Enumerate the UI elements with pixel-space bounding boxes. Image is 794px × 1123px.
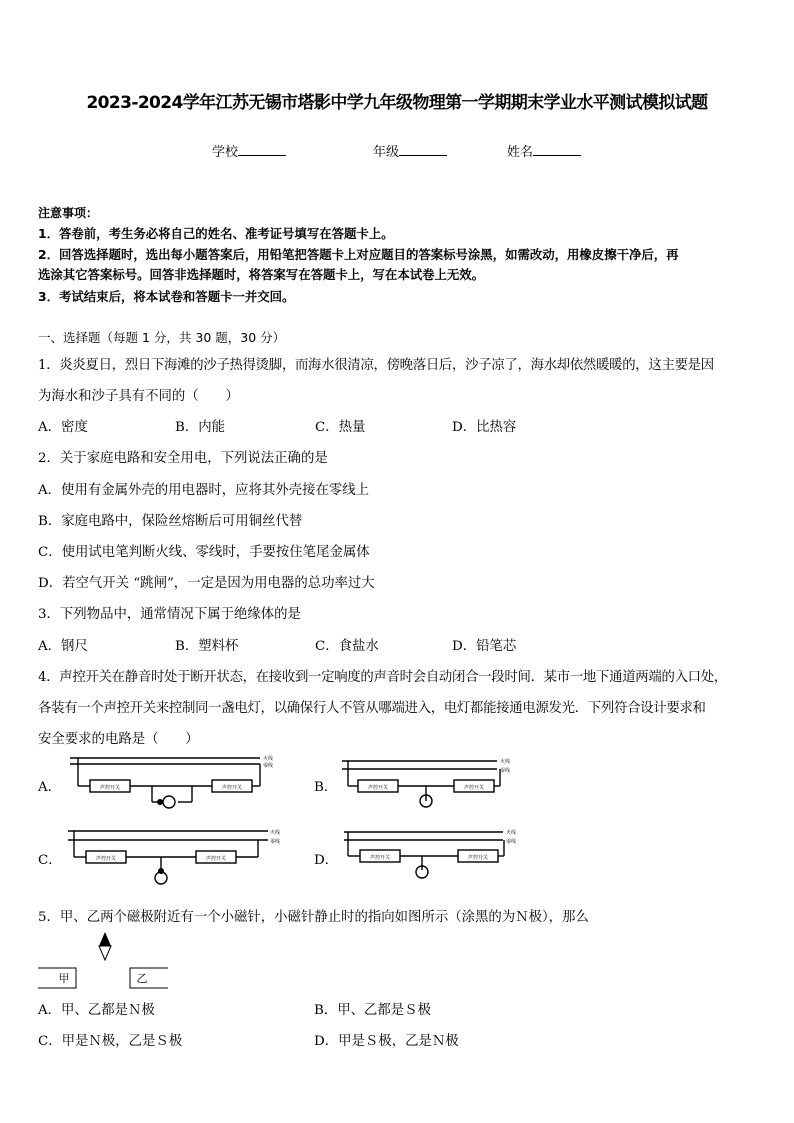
note-2-cont <box>38 265 484 283</box>
q1-stem-line1: 1．炎炎夏日，烈日下海滩的沙子热得烫脚，而海水很清凉，傍晚落日后，沙子凉了，海水却依然暖暖的，这主要是因 <box>38 358 714 373</box>
q3-option-a[interactable]: A．钢尺 <box>38 639 88 654</box>
note-1 <box>38 224 394 242</box>
school-blank[interactable] <box>238 143 286 156</box>
q1-option-c[interactable]: C．热量 <box>315 420 366 435</box>
circuit-d-neutral-label: 零线 <box>506 839 517 845</box>
pole-right-label: 乙 <box>136 972 148 985</box>
q4-stem-line2: 各装有一个声控开关来控制同一盏电灯，以确保行人不管从哪端进入，电灯都能接通电源发光．下列符合设计要求和 <box>38 701 706 716</box>
circuit-a-diagram[interactable] <box>60 752 292 818</box>
q4-option-b-label[interactable]: B． <box>314 780 338 795</box>
name-label: 姓名 <box>507 145 534 160</box>
section-heading: 一、选择题（每题 1 分，共 30 题，30 分） <box>38 330 286 345</box>
circuit-d-live-label: 火线 <box>506 830 517 836</box>
q4-option-c-label[interactable]: C． <box>38 853 62 868</box>
circuit-d-diagram[interactable] <box>338 826 524 886</box>
magnet-pole-left <box>38 968 76 988</box>
q1-option-d[interactable]: D．比热容 <box>452 420 517 435</box>
school-label: 学校 <box>212 145 239 160</box>
q3-option-c[interactable]: C．食盐水 <box>315 639 379 654</box>
circuit-c-neutral-label: 零线 <box>270 839 281 845</box>
grade-blank[interactable] <box>399 143 447 156</box>
q1-option-a[interactable]: A．密度 <box>38 420 88 435</box>
note-2 <box>38 245 679 263</box>
circuit-b-diagram[interactable] <box>332 755 522 815</box>
q4-stem-line1: 4．声控开关在静音时处于断开状态，在接收到一定响度的声音时会自动闭合一段时间．某市一地下通道两端的入口处， <box>38 670 727 685</box>
note-3-num: 3． <box>38 289 60 304</box>
circuit-a-switch1-label: 声控开关 <box>99 785 121 791</box>
note-2-text-line2: 选涂其它答案标号。回答非选择题时，将答案写在答题卡上，写在本试卷上无效。 <box>38 267 485 282</box>
q4-option-a-label[interactable]: A． <box>38 780 62 795</box>
q1-stem-line2: 为海水和沙子具有不同的（ ） <box>38 389 239 404</box>
note-1-text: 答卷前，考生务必将自己的姓名、准考证号填写在答题卡上。 <box>59 226 394 241</box>
q2-option-a[interactable]: A．使用有金属外壳的用电器时，应将其外壳接在零线上 <box>38 483 370 498</box>
circuit-d-switch1-label: 声控开关 <box>369 855 391 861</box>
q2-option-d[interactable]: D．若空气开关 “跳闸”，一定是因为用电器的总功率过大 <box>38 576 375 591</box>
grade-field <box>373 141 447 160</box>
pole-left-label: 甲 <box>58 972 70 985</box>
circuit-b-live-label: 火线 <box>500 759 511 765</box>
circuit-b-switch2-label: 声控开关 <box>463 785 485 791</box>
exam-title: 2023-2024学年江苏无锡市塔影中学九年级物理第一学期期末学业水平测试模拟试题 <box>86 93 708 113</box>
q2-option-b[interactable]: B．家庭电路中，保险丝熔断后可用铜丝代替 <box>38 514 303 529</box>
q5-option-a[interactable]: A．甲、乙都是Ｎ极 <box>38 1003 155 1018</box>
magnet-diagram <box>36 930 176 994</box>
note-3 <box>38 287 294 305</box>
q5-option-b[interactable]: B．甲、乙都是Ｓ极 <box>314 1003 431 1018</box>
school-field <box>212 141 286 160</box>
q2-option-c[interactable]: C．使用试电笔判断火线、零线时，手要按住笔尾金属体 <box>38 545 370 560</box>
q5-option-d[interactable]: D．甲是Ｓ极，乙是Ｎ极 <box>314 1034 459 1049</box>
circuit-b-switch1-label: 声控开关 <box>367 785 389 791</box>
q4-stem-line3: 安全要求的电路是（ ） <box>38 732 199 747</box>
name-field <box>507 141 581 160</box>
grade-label: 年级 <box>373 145 400 160</box>
name-blank[interactable] <box>533 143 581 156</box>
q2-stem: 2．关于家庭电路和安全用电，下列说法正确的是 <box>38 451 328 466</box>
q4-option-d-label[interactable]: D． <box>314 853 339 868</box>
q5-stem: 5．甲、乙两个磁极附近有一个小磁针，小磁针静止时的指向如图所示（涂黑的为Ｎ极），那么 <box>38 910 589 925</box>
needle-s-pole <box>99 946 111 960</box>
circuit-c-live-label: 火线 <box>270 830 281 836</box>
q3-stem: 3．下列物品中，通常情况下属于绝缘体的是 <box>38 607 301 622</box>
note-1-num: 1． <box>38 226 60 241</box>
note-2-num: 2． <box>38 247 60 262</box>
circuit-c-switch1-label: 声控开关 <box>95 856 117 862</box>
note-2-text-line1: 回答选择题时，选出每小题答案后，用铅笔把答题卡上对应题目的答案标号涂黑，如需改动，用橡皮擦干净后，再 <box>59 247 679 262</box>
q3-option-b[interactable]: B．塑料杯 <box>175 639 239 654</box>
circuit-c-switch2-label: 声控开关 <box>205 856 227 862</box>
circuit-a-live-label: 火线 <box>263 756 274 762</box>
circuit-b-neutral-label: 零线 <box>500 768 511 774</box>
circuit-d-switch2-label: 声控开关 <box>467 855 489 861</box>
circuit-a-switch2-label: 声控开关 <box>221 785 243 791</box>
note-3-text: 考试结束后，将本试卷和答题卡一并交回。 <box>59 289 295 304</box>
q5-option-c[interactable]: C．甲是Ｎ极，乙是Ｓ极 <box>38 1034 183 1049</box>
needle-n-pole <box>99 932 111 946</box>
circuit-a-neutral-label: 零线 <box>263 763 274 769</box>
q1-option-b[interactable]: B．内能 <box>175 420 226 435</box>
notes-heading: 注意事项： <box>38 206 99 220</box>
q3-option-d[interactable]: D．铅笔芯 <box>452 639 517 654</box>
circuit-c-diagram[interactable] <box>58 826 294 890</box>
